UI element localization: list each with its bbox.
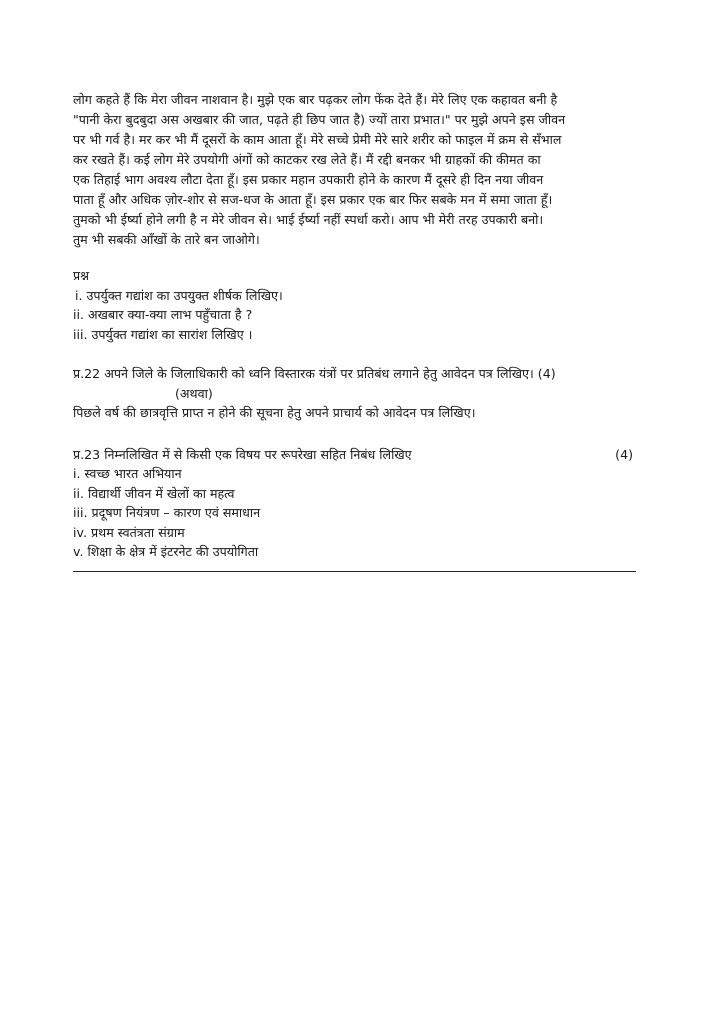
questions-heading: प्रश्न	[73, 268, 90, 283]
passage-line: कर रखते हैं। कई लोग मेरे उपयोगी अंगों को काटकर रख लेते हैं। मैं रद्दी बनकर भी ग्राहकों की कीमत का	[73, 152, 541, 167]
q23-text: प्र.23 निम्नलिखित में से किसी एक विषय पर रूपरेखा सहित निबंध लिखिए	[73, 446, 412, 462]
q22-text: प्र.22 अपने जिले के जिलाधिकारी को ध्वनि विस्तारक यंत्रों पर प्रतिबंध लगाने हेतु आवेदन पत्र लिखिए। (4)	[73, 366, 556, 381]
passage-paragraph	[73, 90, 643, 250]
horizontal-divider	[73, 571, 636, 572]
passage-line: पाता हूँ और अधिक ज़ोर-शोर से सज-धज के आता हूँ। इस प्रकार एक बार फिर सबके मन में समा जाता हूँ।	[73, 192, 553, 207]
q22-alternative: पिछले वर्ष की छात्रवृत्ति प्राप्त न होने की सूचना हेतु अपने प्राचार्य को आवेदन पत्र लिखिए।	[73, 405, 476, 420]
question-item: i. उपर्युक्त गद्यांश का उपयुक्त शीर्षक लिखिए।	[75, 287, 283, 303]
questions-section	[73, 266, 643, 344]
question-23	[73, 445, 643, 562]
q23-marks: (4)	[615, 446, 633, 462]
essay-topic: ii. विद्यार्थी जीवन में खेलों का महत्व	[73, 485, 235, 501]
passage-line: एक तिहाई भाग अवश्य लौटा देता हूँ। इस प्रकार महान उपकारी होने के कारण मैं दूसरे ही दिन नया जीवन	[73, 172, 544, 187]
essay-topic: i. स्वच्छ भारत अभियान	[73, 466, 182, 481]
question-item: ii. अखबार क्या-क्या लाभ पहुँचाता है ?	[73, 307, 253, 322]
question-22	[73, 364, 643, 423]
question-item: iii. उपर्युक्त गद्यांश का सारांश लिखिए ।	[73, 326, 253, 342]
passage-line: तुमको भी ईर्ष्या होने लगी है न मेरे जीवन से। भाई ईर्ष्या नहीं स्पर्धा करो। आप भी मेरी तरह उपकारी बनो।	[73, 212, 544, 227]
passage-line: तुम भी सबकी आँखों के तारे बन जाओगे।	[73, 232, 260, 247]
document-page	[73, 90, 643, 572]
passage-line: लोग कहते हैं कि मेरा जीवन नाशवान है। मुझे एक बार पढ़कर लोग फेंक देते हैं। मेरे लिए एक कहावत बनी है	[73, 92, 558, 107]
passage-line: पर भी गर्व है। मर कर भी मैं दूसरों के काम आता हूँ। मेरे सच्चे प्रेमी मेरे सारे शरीर को फाइल में क्रम से सँभाल	[73, 132, 562, 147]
essay-topic: v. शिक्षा के क्षेत्र में इंटरनेट की उपयोगिता	[73, 544, 259, 559]
essay-topic: iii. प्रदूषण नियंत्रण – कारण एवं समाधान	[73, 505, 261, 520]
essay-topic: iv. प्रथम स्वतंत्रता संग्राम	[73, 524, 185, 540]
q22-or-label: (अथवा)	[175, 385, 213, 401]
passage-line: "पानी केरा बुदबुदा अस अखबार की जात, पढ़ते ही छिप जात है) ज्यों तारा प्रभात।" पर मुझे अपने इस जीवन	[73, 112, 566, 127]
